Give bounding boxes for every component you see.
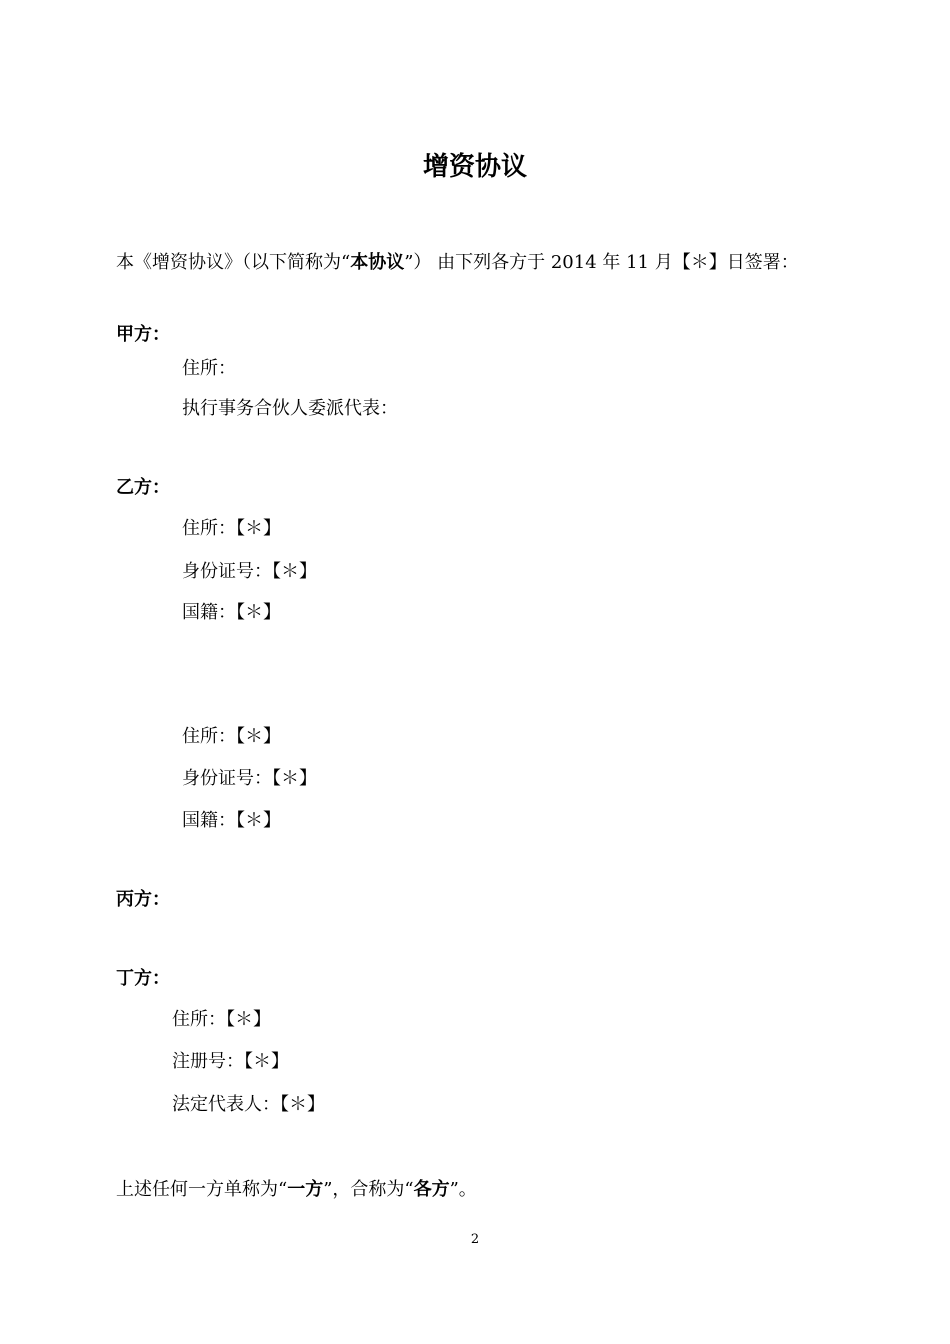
- party-d-address: 住所：【＊】: [172, 1009, 271, 1030]
- party-c-heading: 丙方：: [116, 889, 170, 910]
- party-b-person1-nationality: 国籍：【＊】: [182, 602, 281, 623]
- closing-term2: 各方: [413, 1179, 450, 1200]
- document-title: 增资协议: [422, 152, 527, 182]
- party-d-legal-rep: 法定代表人：【＊】: [172, 1094, 325, 1115]
- intro-defined-term: 本协议: [350, 252, 405, 273]
- closing-part2: ”，合称为“: [323, 1179, 414, 1200]
- party-b-person2-address: 住所：【＊】: [182, 726, 281, 747]
- party-b-person2-id: 身份证号：【＊】: [182, 768, 317, 789]
- party-b-person2-nationality: 国籍：【＊】: [182, 810, 281, 831]
- party-a-representative-label: 执行事务合伙人委派代表：: [182, 398, 398, 419]
- closing-part3: ”。: [449, 1179, 477, 1200]
- intro-suffix: ”） 由下列各方于 2014 年 11 月【＊】日签署：: [404, 252, 799, 273]
- closing-part1: 上述任何一方单称为“: [116, 1179, 288, 1200]
- intro-prefix: 本《增资协议》（以下简称为“: [116, 252, 351, 273]
- party-a-heading: 甲方：: [116, 324, 170, 345]
- party-b-person1-id: 身份证号：【＊】: [182, 561, 317, 582]
- party-a-address-label: 住所：: [182, 358, 236, 379]
- closing-paragraph: [116, 1177, 477, 1203]
- party-d-registration: 注册号：【＊】: [172, 1051, 289, 1072]
- intro-paragraph: [116, 250, 799, 276]
- party-b-heading: 乙方：: [116, 477, 170, 498]
- closing-term1: 一方: [287, 1179, 324, 1200]
- party-d-heading: 丁方：: [116, 968, 170, 989]
- page-number: 2: [470, 1232, 480, 1247]
- party-b-person1-address: 住所：【＊】: [182, 518, 281, 539]
